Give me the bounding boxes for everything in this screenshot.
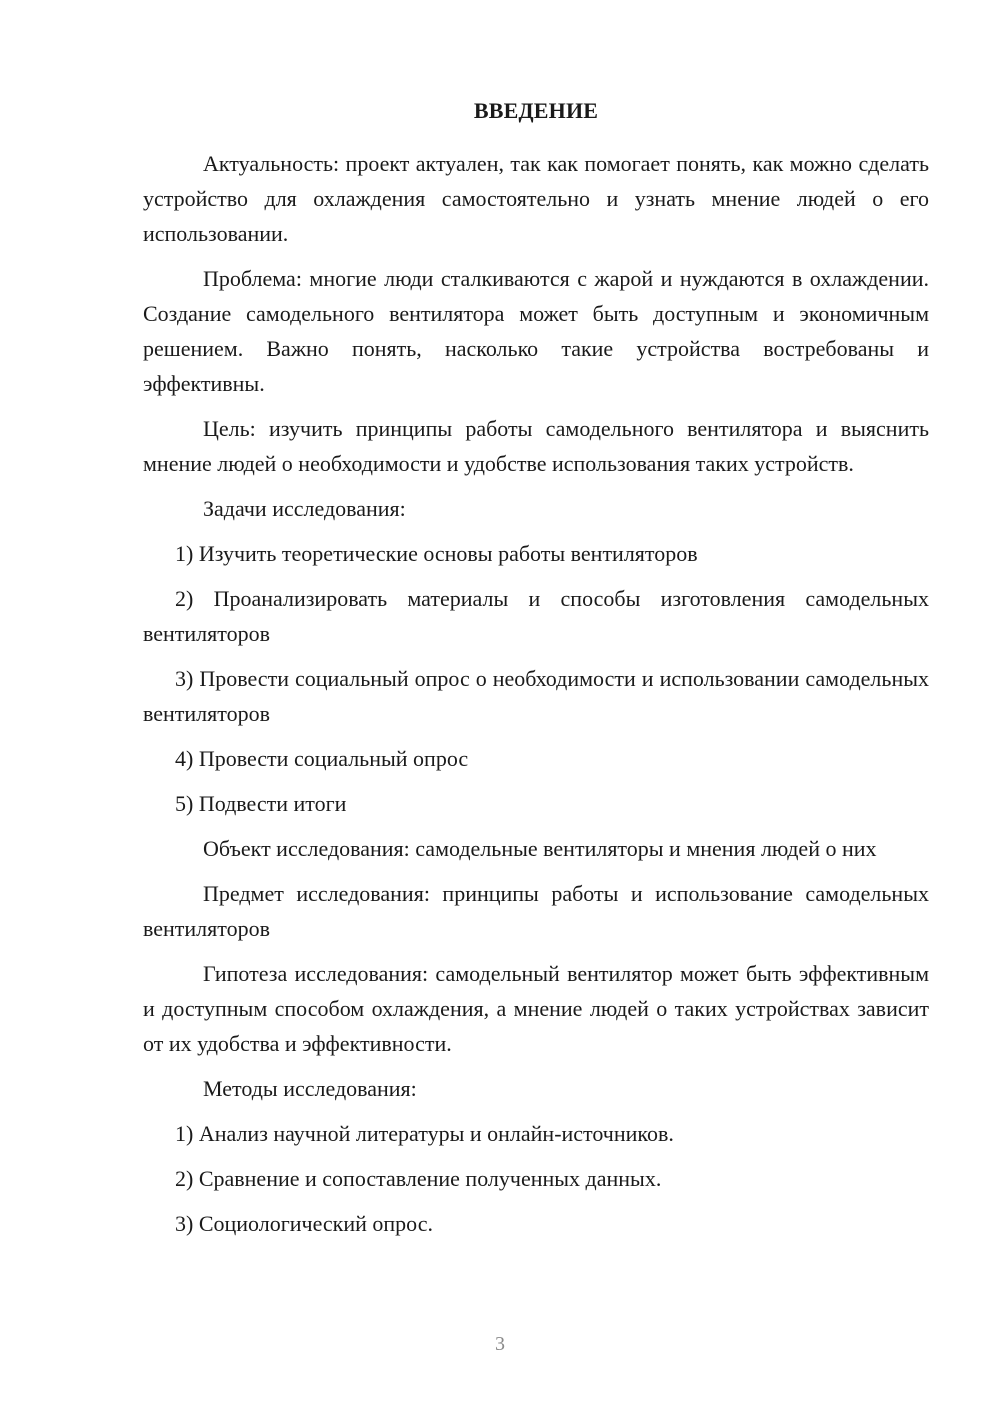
methods-heading: Методы исследования: — [203, 1076, 417, 1101]
task-item-5: 5) Подвести итоги — [175, 791, 347, 816]
task-item-3: 3) Провести социальный опрос о необходимости и использовании самодельных вентиляторов — [143, 666, 929, 726]
subject-paragraph: Предмет исследования: принципы работы и использование самодельных вентиляторов — [143, 881, 929, 941]
method-item-2: 2) Сравнение и сопоставление полученных данных. — [175, 1166, 662, 1191]
method-item-3: 3) Социологический опрос. — [175, 1211, 433, 1236]
section-title: ВВЕДЕНИЕ — [473, 98, 599, 123]
goal-paragraph: Цель: изучить принципы работы самодельного вентилятора и выяснить мнение людей о необходимости и удобстве использования таких устройств. — [143, 416, 929, 476]
relevance-paragraph: Актуальность: проект актуален, так как помогает понять, как можно сделать устройство для охлаждения самостоятельно и узнать мнение людей о его использовании. — [143, 151, 929, 246]
hypothesis-paragraph: Гипотеза исследования: самодельный вентилятор может быть эффективным и доступным способом охлаждения, а мнение людей о таких устройствах зависит от их удобства и эффективности. — [143, 961, 929, 1056]
method-item-1: 1) Анализ научной литературы и онлайн-источников. — [175, 1121, 674, 1146]
task-item-2: 2) Проанализировать материалы и способы изготовления самодельных вентиляторов — [143, 586, 929, 646]
page-number: 3 — [495, 1333, 505, 1355]
object-paragraph: Объект исследования: самодельные вентиляторы и мнения людей о них — [203, 836, 877, 861]
document-body — [143, 96, 929, 1251]
task-item-4: 4) Провести социальный опрос — [175, 746, 469, 771]
task-item-1: 1) Изучить теоретические основы работы вентиляторов — [175, 541, 698, 566]
problem-paragraph: Проблема: многие люди сталкиваются с жарой и нуждаются в охлаждении. Создание самодельного вентилятора может быть доступным и экономичным решением. Важно понять, насколько такие устройства востребованы и эффективны. — [143, 266, 929, 396]
tasks-heading: Задачи исследования: — [203, 496, 406, 521]
